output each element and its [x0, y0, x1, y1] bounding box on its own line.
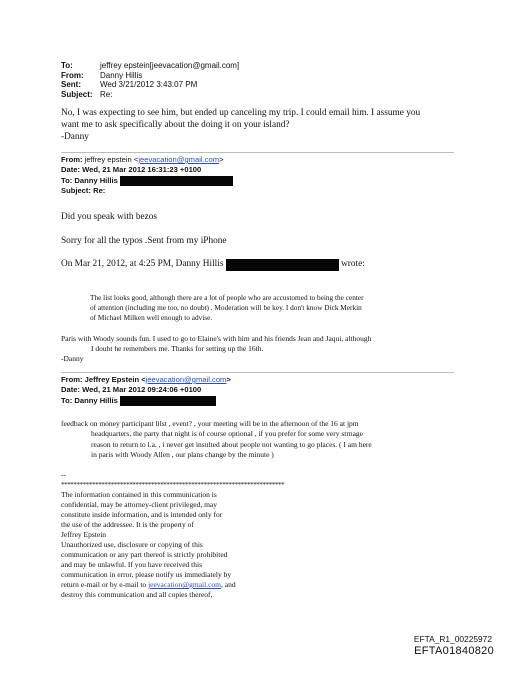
- from-label: From:: [61, 70, 84, 80]
- quoted-line1: The list looks good, although there are a lot of people who are accustomed to being the center: [90, 293, 364, 302]
- divider: [61, 372, 454, 373]
- email3-body-line3: reason to return to l.a. , i never get insulted about people not wanting to go places. ( I am here: [91, 440, 372, 449]
- quote-intro: On Mar 21, 2012, at 4:25 PM, Danny Hillis: [61, 259, 224, 270]
- email1-body-line1: No, I was expecting to see him, but ended up canceling my trip. I could email him. I assume you: [61, 108, 421, 118]
- sent-label: Sent:: [61, 80, 81, 90]
- email3-body-line2: headquarters, the party that night is of course optional , if you prefer for some very strnage: [91, 429, 363, 438]
- to-value: Danny Hillis: [74, 175, 118, 185]
- from-name: jeffrey epstein <: [84, 155, 139, 164]
- quoted-line3: of Michael Milken well enough to advise.: [90, 313, 213, 322]
- from-value: Danny Hillis: [100, 70, 143, 80]
- bates-number-primary: EFTA_R1_00225972: [413, 634, 492, 644]
- email2-header: [61, 155, 233, 197]
- quoted-line2: of attention (including me too, no doubt) . Moderation will be key. I don't know Dick Merkin: [90, 303, 362, 312]
- disclaimer-line8: and may be unlawful. If you have received this: [61, 560, 202, 569]
- email3-body-line1: feedback on money participant lilst , event? , your meeting will be in the afternoon of the 16 at jpm: [61, 419, 359, 428]
- from-email-link[interactable]: jeevacation@gmail.com: [138, 155, 220, 164]
- to-label: To:: [61, 175, 73, 185]
- from-email-link[interactable]: jeevacation@gmail.com: [145, 375, 227, 384]
- redaction-block: [120, 396, 216, 406]
- date-value: Wed, 21 Mar 2012 16:31:23 +0100: [82, 165, 202, 175]
- divider: [61, 152, 454, 153]
- disclaimer-stars: ************************************************************************: [61, 481, 285, 489]
- quote-intro-line: [61, 259, 365, 271]
- to-label: To:: [61, 61, 73, 70]
- email1-body-line3: -Danny: [61, 132, 89, 142]
- subject-value: Re:: [93, 186, 106, 196]
- subject-value: Re:: [100, 89, 113, 99]
- email2-body-line2: Sorry for all the typos .Sent from my iPhone: [61, 236, 227, 246]
- quoted-line6: -Danny: [61, 354, 84, 363]
- bates-number-secondary: EFTA01840820: [414, 645, 494, 657]
- to-value: Danny Hillis: [74, 395, 118, 405]
- date-label: Date:: [61, 385, 80, 395]
- disclaimer-line6: Unauthorized use, disclosure or copying of this: [61, 540, 203, 549]
- disclaimer-email-link[interactable]: jeevacation@gmail.com: [148, 580, 221, 589]
- from-close: >: [219, 155, 224, 164]
- email3-header: [61, 375, 231, 406]
- disclaimer-line1: The information contained in this communication is: [61, 490, 217, 499]
- from-label: From:: [61, 375, 83, 384]
- disclaimer-line7: communication or any part thereof is strictly prohibited: [61, 550, 228, 559]
- disclaimer-line2: confidential, may be attorney-client privileged, may: [61, 500, 217, 509]
- quoted-line5: I doubt he remembers me. Thanks for setting up the 16th.: [91, 344, 264, 353]
- disclaimer-line10-post: , and: [220, 580, 236, 589]
- date-value: Wed, 21 Mar 2012 09:24:06 +0100: [82, 385, 202, 395]
- email1-body-line2: want me to ask specifically about the doing it on your island?: [61, 120, 290, 130]
- disclaimer-line3: constitute inside information, and is intended only for: [61, 510, 223, 519]
- from-name: Jeffrey Epstein <: [84, 375, 146, 384]
- quoted-line4: Paris with Woody sounds fun. I used to go to Elaine's with him and his friends Jean and Jaqui, although: [61, 334, 372, 343]
- disclaimer-line5: Jeffrey Epstein: [61, 530, 107, 539]
- subject-label: Subject:: [61, 186, 91, 196]
- from-close: >: [226, 375, 231, 384]
- sent-value: Wed 3/21/2012 3:43:07 PM: [100, 80, 198, 90]
- email3-body-line4: in paris with Woody Allen , our plans change by the minute ): [91, 450, 274, 459]
- disclaimer-line10: [61, 580, 236, 590]
- disclaimer-line10-pre: return e-mail or by e-mail to: [61, 580, 149, 589]
- subject-label: Subject:: [61, 89, 93, 99]
- redaction-block: [226, 259, 339, 271]
- from-label: From:: [61, 155, 83, 164]
- disclaimer-line9: communication in error, please notify us immediately by: [61, 570, 232, 579]
- to-value: jeffrey epstein[jeevacation@gmail.com]: [100, 61, 240, 70]
- to-label: To:: [61, 395, 73, 405]
- disclaimer-line4: the use of the addressee. It is the property of: [61, 520, 194, 529]
- email1-header: [61, 61, 239, 99]
- disclaimer-line11: destroy this communication and all copies thereof,: [61, 590, 213, 599]
- quote-wrote: wrote:: [341, 259, 365, 270]
- email2-body-line1: Did you speak with bezos: [61, 212, 158, 222]
- date-label: Date:: [61, 165, 80, 175]
- signature-dashes: --: [61, 470, 66, 479]
- redaction-block: [120, 176, 233, 186]
